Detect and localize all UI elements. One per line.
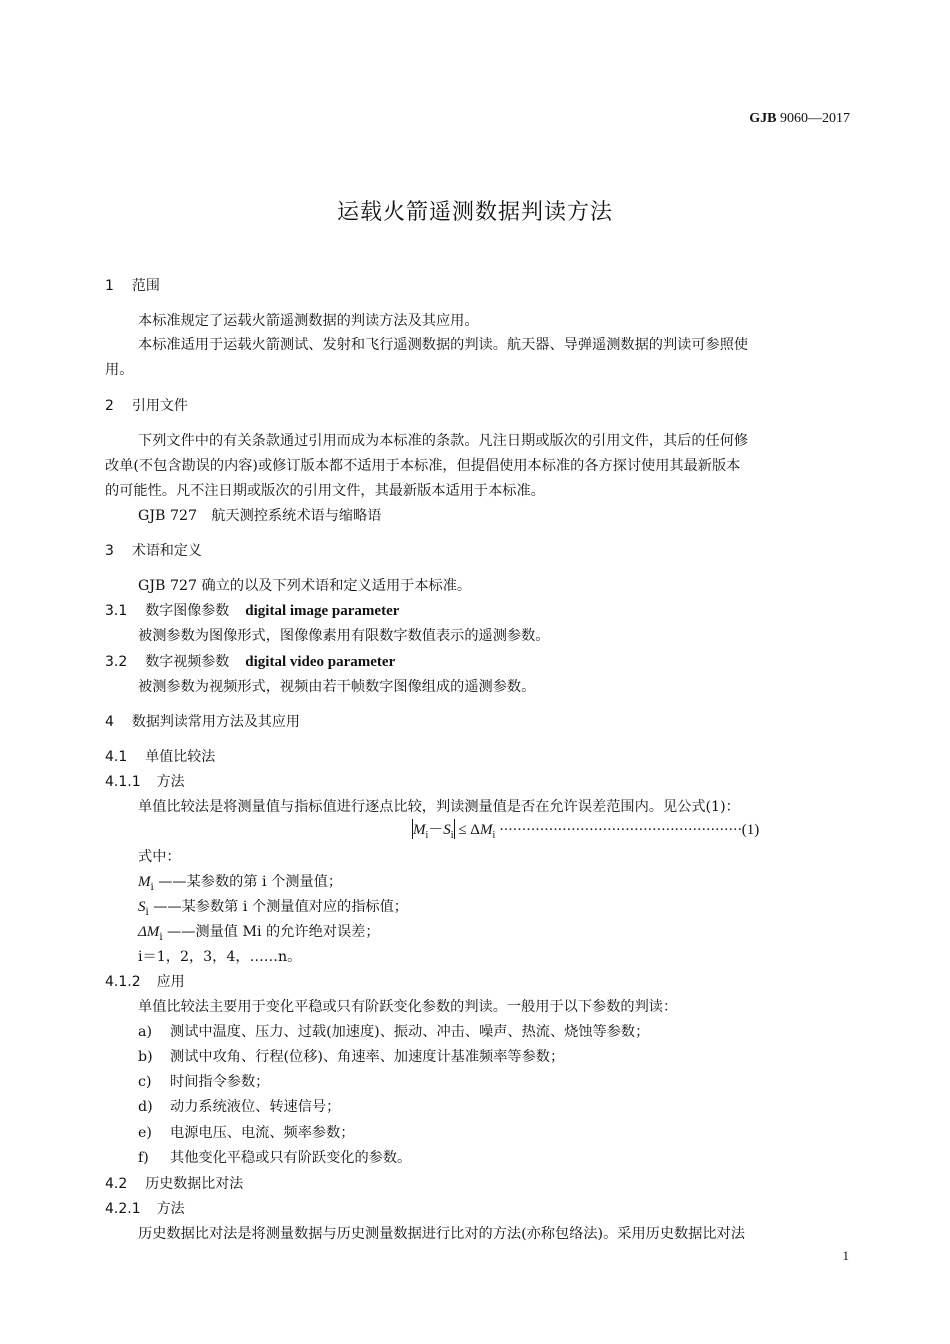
section-1-para-2a: 本标准适用于运载火箭测试、发射和飞行遥测数据的判读。航天器、导弹遥测数据的判读可参照使 xyxy=(138,337,749,353)
section-4-2-1-para: 历史数据比对法是将测量数据与历史测量数据进行比对的方法(亦称包络法)。采用历史数据比对法 xyxy=(138,1226,745,1242)
section-1-para-2b: 用。 xyxy=(105,362,134,378)
term-3-1-heading: 3.1 数字图像参数 digital image parameter xyxy=(105,603,400,619)
section-2-heading: 2 引用文件 xyxy=(105,398,188,414)
section-4-2-1-heading: 4.2.1 方法 xyxy=(105,1201,185,1217)
standard-prefix: GJB xyxy=(749,111,777,126)
list-item: b) 测试中攻角、行程(位移)、角速率、加速度计基准频率等参数； xyxy=(138,1049,565,1065)
definition-mi: $M_i$ ——某参数的第 i 个测量值； xyxy=(138,874,343,893)
list-item: e) 电源电压、电流、频率参数； xyxy=(138,1125,355,1141)
list-item: d) 动力系统液位、转速信号； xyxy=(138,1099,341,1115)
term-3-1-definition: 被测参数为图像形式，图像像素用有限数字数值表示的遥测参数。 xyxy=(138,628,550,644)
section-3-para: GJB 727 确立的以及下列术语和定义适用于本标准。 xyxy=(138,578,472,594)
section-4-1-2-heading: 4.1.2 应用 xyxy=(105,974,185,990)
section-3-heading: 3 术语和定义 xyxy=(105,543,202,559)
section-1-para-1: 本标准规定了运载火箭遥测数据的判读方法及其应用。 xyxy=(138,313,479,329)
definition-delta-mi: $\Delta M_i$ ——测量值 Mi 的允许绝对误差； xyxy=(138,924,380,943)
section-2-para-line-1: 下列文件中的有关条款通过引用而成为本标准的条款。凡注日期或版次的引用文件，其后的任何修 xyxy=(138,433,749,449)
standard-number: 9060—2017 xyxy=(780,111,850,126)
section-4-heading: 4 数据判读常用方法及其应用 xyxy=(105,714,300,730)
section-2-para-line-2: 改单(不包含勘误的内容)或修订版本都不适用于本标准，但提倡使用本标准的各方探讨使用其最新版本 xyxy=(105,458,741,474)
formula-number: (1) xyxy=(741,822,760,838)
standard-code xyxy=(749,111,850,127)
index-range: i＝1，2，3，4，……n。 xyxy=(138,949,302,965)
list-item: a) 测试中温度、压力、过载(加速度)、振动、冲击、噪声、热流、烧蚀等参数； xyxy=(138,1024,650,1040)
section-2-para-line-3: 的可能性。凡不注日期或版次的引用文件，其最新版本适用于本标准。 xyxy=(105,483,545,499)
section-4-1-1-heading: 4.1.1 方法 xyxy=(105,774,185,790)
document-title: 运载火箭遥测数据判读方法 xyxy=(336,200,613,225)
reference-gjb727: GJB 727 航天测控系统术语与缩略语 xyxy=(138,508,382,524)
section-4-1-heading: 4.1 单值比较法 xyxy=(105,749,216,765)
section-4-2-heading: 4.2 历史数据比对法 xyxy=(105,1176,244,1192)
abs-bar-right xyxy=(454,819,455,839)
section-1-heading: 1 范围 xyxy=(105,278,160,294)
page-number: 1 xyxy=(842,1248,849,1263)
list-item: f) 其他变化平稳或只有阶跃变化的参数。 xyxy=(138,1150,412,1166)
list-item: c) 时间指令参数； xyxy=(138,1074,270,1090)
definition-si: $S_i$ ——某参数第 i 个测量值对应的指标值； xyxy=(138,899,408,918)
formula-leader-dots: ······················································ xyxy=(499,822,742,838)
section-4-1-1-para: 单值比较法是将测量值与指标值进行逐点比较，判读测量值是否在允许误差范围内。见公式(1)： xyxy=(138,799,740,815)
term-3-2-definition: 被测参数为视频形式，视频由若干帧数字图像组成的遥测参数。 xyxy=(138,679,536,695)
section-4-1-2-para: 单值比较法主要用于变化平稳或只有阶跃变化参数的判读。一般用于以下参数的判读： xyxy=(138,999,678,1015)
where-label: 式中： xyxy=(138,849,181,865)
term-3-2-heading: 3.2 数字视频参数 digital video parameter xyxy=(105,654,396,670)
formula-1: $M_i-S_i \le \Delta M_i \cdot\cdot\cdot\cdot\cdot\cdot\cdot\cdot\cdot\cdot\cdot\cdot\cdot\cdot\cdot\cdot\cdot\cdot\cdot\cdot\cdot\cdot\cdot\cdot\cdot\cdot\cdot\cdot\cdot\cdot\cdot\cdot\cdot\cdot\cdot\cdot\cdot\cdot\cdot\cdot\cdot\cdot\cdot\cdot\cdot\cdot\cdot\cdot\cdot\cdot\cdot\cdot\cdot\cdot(1)$ xyxy=(412,818,759,841)
